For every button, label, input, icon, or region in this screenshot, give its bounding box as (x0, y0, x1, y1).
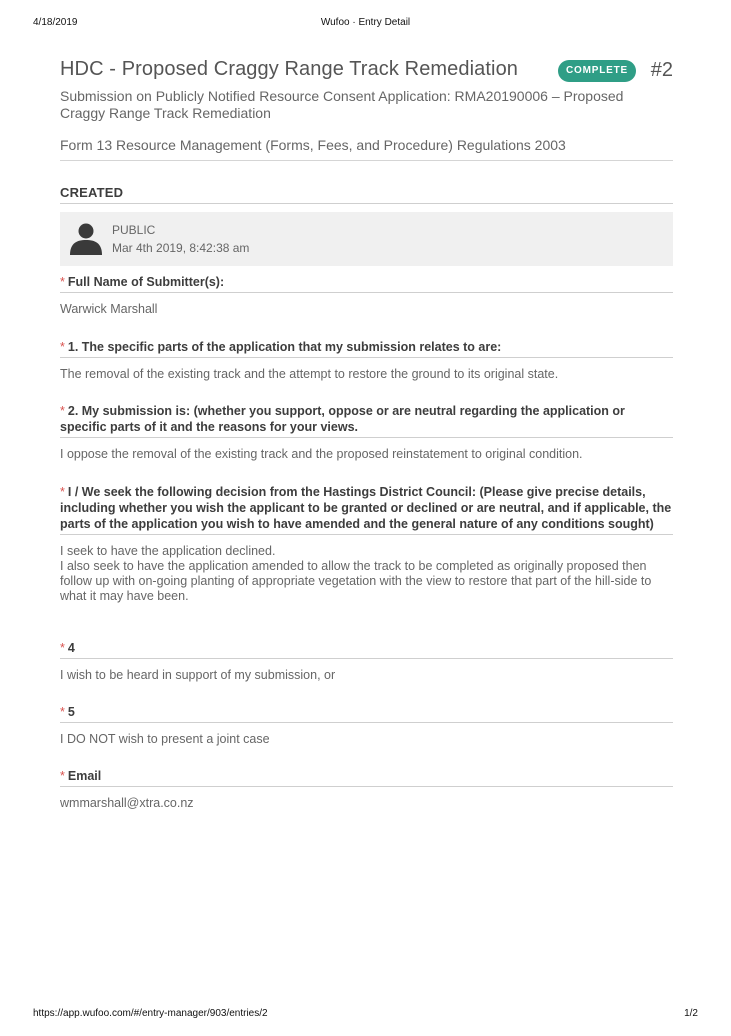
created-user: PUBLIC (112, 223, 156, 237)
field-label (60, 339, 673, 358)
entry-number: #2 (650, 59, 673, 81)
field-label (60, 403, 673, 438)
entry-field (60, 403, 673, 462)
entry-field (60, 484, 673, 604)
entry-field (60, 274, 673, 317)
field-value-line: The removal of the existing track and the attempt to restore the ground to its original state. (60, 367, 559, 381)
print-title: Wufoo · Entry Detail (320, 17, 411, 28)
required-marker: * (60, 340, 65, 354)
field-label-text: Email (67, 769, 102, 783)
field-value-line: wmmarshall@xtra.co.nz (60, 796, 194, 810)
field-label (60, 768, 673, 787)
field-value-line: Warwick Marshall (60, 302, 158, 316)
field-value-line: I DO NOT wish to present a joint case (60, 732, 270, 746)
field-value-line: I oppose the removal of the existing track and the proposed reinstatement to original condition. (60, 447, 583, 461)
field-value (60, 302, 673, 317)
field-label-text: 5 (67, 705, 75, 719)
required-marker: * (60, 404, 65, 418)
required-marker: * (60, 275, 65, 289)
entry-detail (60, 56, 673, 810)
created-label: CREATED (60, 185, 673, 204)
required-marker: * (60, 641, 65, 655)
required-marker: * (60, 485, 65, 499)
field-label-text: I / We seek the following decision from the Hastings District Council: (Please give precise details, including whether you wish the applicant to be granted or declined or are neutral, and if applicable, the parts of the application you wish to have amended and the general nature of any conditions sought) (60, 485, 672, 531)
created-timestamp: Mar 4th 2019, 8:42:38 am (112, 241, 250, 255)
form-title: HDC - Proposed Craggy Range Track Remediation (60, 58, 519, 80)
entry-field (60, 640, 673, 683)
field-label (60, 274, 673, 293)
print-page-number: 1/2 (684, 1008, 698, 1019)
field-label (60, 640, 673, 659)
required-marker: * (60, 705, 65, 719)
field-value (60, 367, 673, 382)
print-header (33, 17, 698, 31)
print-url: https://app.wufoo.com/#/entry-manager/903/entries/2 (33, 1008, 268, 1019)
created-info (60, 212, 673, 266)
entry-field (60, 768, 673, 811)
field-value-line: I seek to have the application declined. (60, 544, 276, 558)
field-label-text: Full Name of Submitter(s): (67, 275, 225, 289)
field-value (60, 796, 673, 811)
field-value (60, 732, 673, 747)
field-value (60, 668, 673, 683)
field-value-line: I also seek to have the application amended to allow the track to be completed as originally proposed then follow up with on-going planting of appropriate vegetation with the view to restore that part of the hill-side to what it may have been. (60, 559, 652, 603)
status-badge: COMPLETE (558, 60, 636, 82)
required-marker: * (60, 769, 65, 783)
print-footer (33, 1008, 698, 1022)
field-label (60, 484, 673, 535)
field-value-line: I wish to be heard in support of my submission, or (60, 668, 336, 682)
form-regulations: Form 13 Resource Management (Forms, Fees, and Procedure) Regulations 2003 (60, 137, 673, 161)
field-label-text: 1. The specific parts of the application that my submission relates to are: (67, 340, 502, 354)
field-value (60, 544, 673, 604)
print-date: 4/18/2019 (33, 17, 78, 28)
form-header (60, 56, 673, 86)
user-silhouette-icon (69, 221, 103, 255)
form-description: Submission on Publicly Notified Resource Consent Application: RMA20190006 – Proposed Craggy Range Track Remediation (60, 88, 624, 121)
field-value (60, 447, 673, 462)
entry-field (60, 339, 673, 382)
field-label-text: 4 (67, 641, 75, 655)
entry-field (60, 704, 673, 747)
field-label (60, 704, 673, 723)
field-label-text: 2. My submission is: (whether you support, oppose or are neutral regarding the application or specific parts of it and the reasons for your views. (60, 404, 625, 434)
